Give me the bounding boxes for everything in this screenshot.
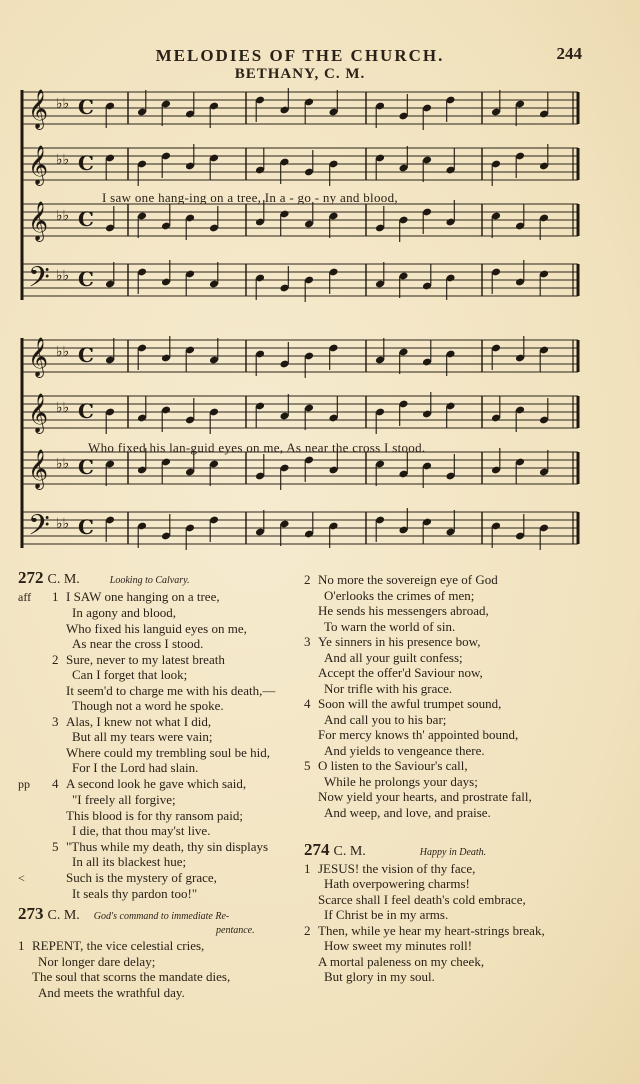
verse-text: Accept the offer'd Saviour now, [318,665,483,680]
key-signature-flats-icon: ♭♭ [56,516,70,532]
verse-number: 1 [52,588,59,604]
verse-line [18,886,298,902]
treble-clef-icon: 𝄞 [28,449,49,489]
verse-number: 5 [304,758,311,773]
hymn-274 [304,842,624,985]
verse-text: If Christ be in my arms. [324,907,449,922]
verse-number: 4 [304,696,311,711]
key-signature-flats-icon: ♭♭ [56,152,70,168]
running-title: MELODIES OF THE CHURCH. [155,46,445,65]
hymn-meter: C. M. [47,572,80,587]
verse-line [304,665,624,681]
verse-line [304,774,624,790]
verse-text: Nor longer dare delay; [38,953,156,969]
common-time-icon: C [78,207,94,231]
key-signature-flats-icon: ♭♭ [56,268,70,284]
verse-text: It seals thy pardon too!" [72,886,198,901]
verse-line [18,839,298,855]
verse-line [18,969,298,985]
hymn-number: 272 [18,568,44,587]
treble-clef-icon: 𝄞 [28,89,49,129]
verse-text: And yields to vengeance there. [324,742,485,758]
hymn-274-heading [304,842,624,861]
verse-line [18,854,298,870]
verse-line [18,636,298,652]
verse-text: This blood is for thy ransom paid; [66,807,243,823]
hymn-subject: God's command to immediate Re- [93,911,230,922]
common-time-icon: C [78,343,94,367]
treble-clef-icon: 𝄞 [28,393,49,433]
verse-line [18,823,298,839]
verse-line [18,729,298,745]
lyrics-line-1: I saw one hang-ing on a tree, In a - go - ny and blood, [102,190,398,205]
verse-line [304,588,624,604]
verse-line [18,714,298,730]
verse-text: And call you to his bar; [324,711,447,727]
hymn-subject: Happy in Death. [419,847,487,858]
verse-line [304,805,624,821]
verse-text: I SAW one hanging on a tree, [66,588,220,604]
verse-line [304,634,624,650]
verse-text: But all my tears were vain; [72,729,213,744]
verse-line [18,652,298,668]
verse-text: No more the sovereign eye of God [318,572,498,587]
verse-text: In agony and blood, [72,605,176,620]
verse-number: 1 [18,938,25,953]
verse-text: And meets the wrathful day. [38,984,185,1000]
verse-text: Now yield your hearts, and prostrate fall, [318,789,532,804]
treble-clef-icon: 𝄞 [28,145,49,185]
verse-line [304,619,624,635]
treble-clef-icon: 𝄞 [28,337,49,377]
dynamic-mark: aff [18,589,32,604]
verse-line [18,589,298,606]
verse-line [18,985,298,1001]
key-signature-flats-icon: ♭♭ [56,96,70,112]
verse-line [304,650,624,666]
key-signature-flats-icon: ♭♭ [56,208,70,224]
verse-line [18,938,298,954]
verse-line [304,969,624,985]
page-number: 244 [556,44,582,63]
hymn-meter: C. M. [47,908,80,923]
verse-text: And all your guilt confess; [324,649,463,665]
verse-text: Nor trifle with his grace. [324,680,453,696]
verse-text: Can I forget that look; [72,667,188,682]
hymn-273 [18,906,298,1000]
verse-text: REPENT, the vice celestial cries, [32,938,205,953]
bass-clef-icon: 𝄢 [28,509,50,549]
verse-text: Then, while ye hear my heart-strings break, [318,922,545,938]
hymn-272 [18,570,298,902]
verse-text: But glory in my soul. [324,969,435,984]
hymn-273-verses [18,938,298,1000]
common-time-icon: C [78,151,94,175]
treble-clef-icon: 𝄞 [28,201,49,241]
verse-line [304,876,624,892]
verse-line [18,621,298,637]
verse-line [18,954,298,970]
verse-line [18,605,298,621]
hymn-continuation-verses [304,572,624,820]
verse-line [18,667,298,683]
verse-text: Where could my trembling soul be hid, [66,744,270,760]
verse-number: 5 [52,838,59,854]
key-signature-flats-icon: ♭♭ [56,456,70,472]
key-signature-flats-icon: ♭♭ [56,344,70,360]
hymn-273-continuation [304,572,624,820]
verse-line [304,907,624,923]
hymn-number: 273 [18,904,44,923]
hymn-number: 274 [304,840,330,859]
verse-line [18,760,298,776]
verse-line [18,683,298,699]
common-time-icon: C [78,399,94,423]
verse-text: For mercy knows th' appointed bound, [318,727,519,742]
verse-line [18,698,298,714]
key-signature-flats-icon: ♭♭ [56,400,70,416]
verse-line [304,789,624,805]
common-time-icon: C [78,267,94,291]
verse-line [304,892,624,908]
verse-text: Sure, never to my latest breath [66,651,225,667]
verse-text: A mortal paleness on my cheek, [318,953,485,969]
dynamic-mark: < [18,870,25,885]
verse-line [18,745,298,761]
verse-text: Such is the mystery of grace, [66,869,217,885]
verse-text: Alas, I knew not what I did, [66,713,212,729]
hymn-meter: C. M. [333,844,366,859]
verse-text: The soul that scorns the mandate dies, [32,969,231,984]
verse-line [304,743,624,759]
common-time-icon: C [78,515,94,539]
verse-text: He sends his messengers abroad, [318,603,489,618]
verse-line [18,808,298,824]
verse-line [304,603,624,619]
common-time-icon: C [78,455,94,479]
verse-text: Scarce shall I feel death's cold embrace, [318,891,526,907]
verse-text: It seem'd to charge me with his death,— [66,682,276,698]
verse-text: "Thus while my death, thy sin displays [66,838,269,854]
verse-line [18,792,298,808]
verse-number: 2 [304,922,311,938]
verse-text: Who fixed his languid eyes on me, [66,620,247,636]
hymn-272-verses [18,589,298,902]
verse-text: O listen to the Saviour's call, [318,758,468,773]
verse-text: Though not a word he spoke. [72,698,224,713]
verse-line [304,712,624,728]
verse-line [304,681,624,697]
hymn-subject: Looking to Calvary. [109,575,190,586]
verse-line [18,870,298,887]
verse-text: JESUS! the vision of thy face, [318,860,476,876]
verse-text: As near the cross I stood. [72,636,204,651]
lyrics-line-2: Who fixed his lan-guid eyes on me, As near the cross I stood. [88,440,426,455]
verse-number: 3 [304,634,311,649]
verse-line [304,923,624,939]
verse-line [304,696,624,712]
verse-text: Ye sinners in his presence bow, [318,634,481,649]
verse-number: 2 [304,572,311,587]
verse-text: To warn the world of sin. [324,618,456,634]
common-time-icon: C [78,95,94,119]
verse-number: 1 [304,860,311,876]
verse-text: "I freely all forgive; [72,792,176,807]
tune-title: BETHANY, C. M. [234,66,366,82]
verse-text: Soon will the awful trumpet sound, [318,696,502,711]
hymn-274-verses [304,861,624,985]
verse-line [304,758,624,774]
hymn-272-heading [18,570,298,589]
hymn-subject-continued: pentance. [216,924,255,936]
verse-text: O'erlooks the crimes of men; [324,587,475,603]
verse-line [304,861,624,877]
verse-line [18,776,298,793]
bass-clef-icon: 𝄢 [28,261,50,301]
verse-text: While he prolongs your days; [324,773,478,789]
verse-text: In all its blackest hue; [72,854,187,869]
verse-number: 4 [52,775,59,791]
verse-line [304,572,624,588]
verse-text: Hath overpowering charms! [324,876,470,891]
verse-number: 2 [52,651,59,667]
dynamic-mark: pp [18,776,30,791]
verse-line [304,727,624,743]
verse-line [304,938,624,954]
verse-text: I die, that thou may'st live. [72,823,211,838]
verse-number: 3 [52,713,59,729]
verse-text: A second look he gave which said, [66,775,247,791]
verse-text: And weep, and love, and praise. [324,804,491,820]
verse-text: How sweet my minutes roll! [324,938,473,953]
verse-line [304,954,624,970]
verse-text: For I the Lord had slain. [72,760,199,775]
